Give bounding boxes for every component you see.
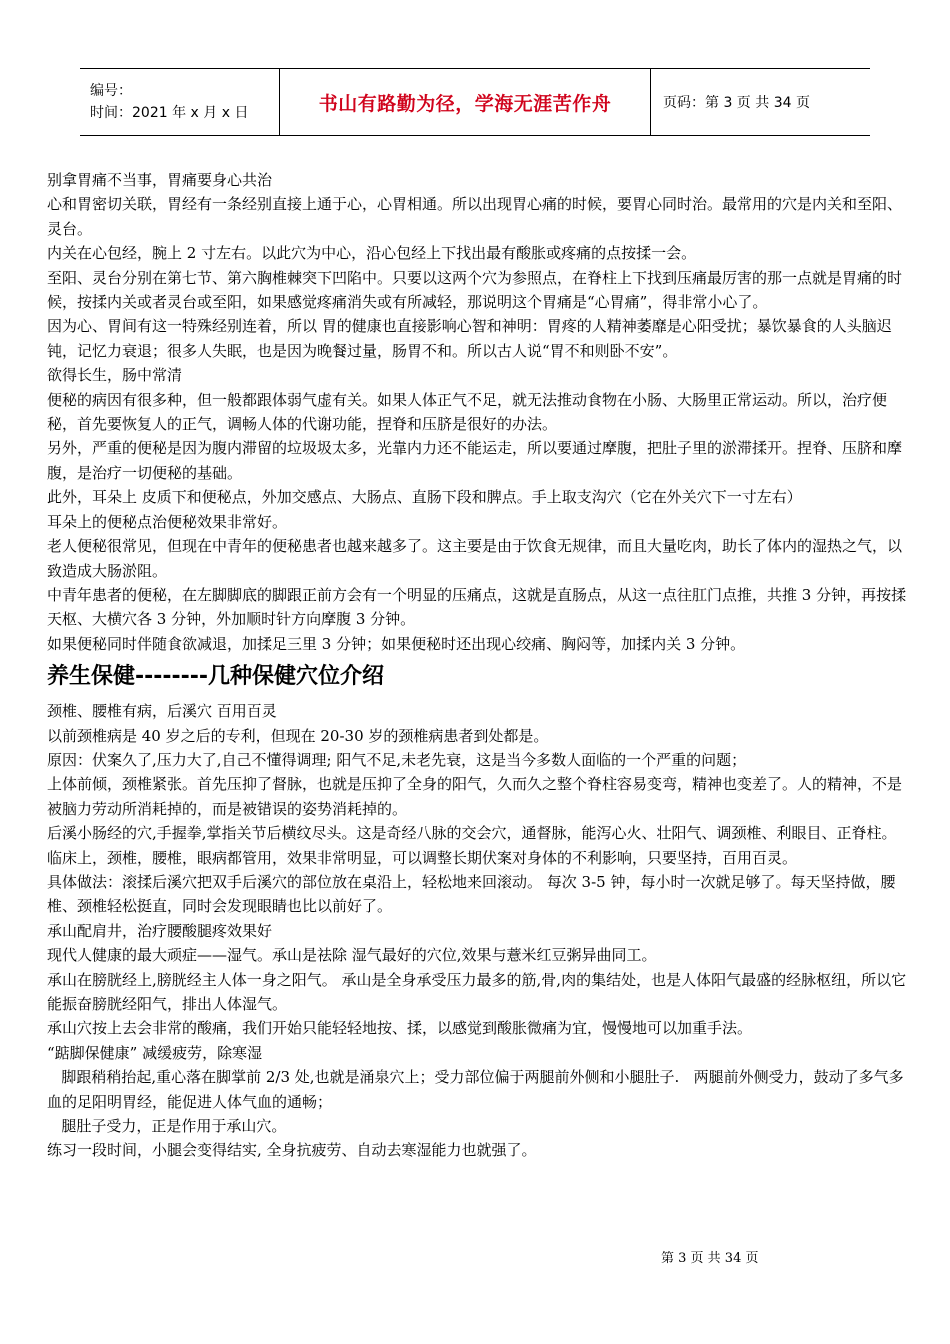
header-page-number: 页码：第 3 页 共 34 页 — [663, 95, 810, 111]
subheading-stomach: 别拿胃痛不当事，胃痛要身心共治 — [47, 171, 273, 189]
paragraph: 老人便秘很常见，但现在中青年的便秘患者也越来越多了。这主要是由于饮食无规律，而且大量吃肉，助长了体内的湿热之气，以致造成大肠淤阻。 — [47, 537, 903, 580]
header-page-cell — [651, 69, 870, 135]
paragraph: 现代人健康的最大顽症——湿气。承山是祛除 湿气最好的穴位,效果与薏米红豆粥异曲同工。 — [47, 946, 657, 965]
paragraph: 具体做法：滚揉后溪穴把双手后溪穴的部位放在桌沿上，轻松地来回滚动。 每次 3-5 钟，每小时一次就足够了。每天坚持做，腰椎、颈椎轻松挺直，同时会发现眼睛也比以前好了。 — [47, 872, 896, 916]
paragraph: 上体前倾，颈椎紧张。首先压抑了督脉，也就是压抑了全身的阳气，久而久之整个脊柱容易变弯，精神也变差了。人的精神，不是被脑力劳动所消耗掉的，而是被错误的姿势消耗掉的。 — [47, 775, 903, 818]
paragraph: 内关在心包经，腕上 2 寸左右。以此穴为中心，沿心包经上下找出最有酸胀或疼痛的点按揉一会。 — [47, 244, 697, 263]
document-body — [47, 168, 909, 1163]
paragraph: 便秘的病因有很多种，但一般都跟体弱气虚有关。如果人体正气不足，就无法推动食物在小肠、大肠里正常运动。所以，治疗便秘，首先要恢复人的正气，调畅人体的代谢功能，捏脊和压脐是很好的办法。 — [47, 390, 888, 434]
header-motto: 书山有路勤为径，学海无涯苦作舟 — [318, 92, 612, 115]
paragraph: 以前颈椎病是 40 岁之后的专利，但现在 20-30 岁的颈椎病患者到处都是。 — [47, 726, 549, 745]
paragraph: 脚跟稍稍抬起,重心落在脚掌前 2/3 处,也就是涌泉穴上；受力部位偏于两腿前外侧和小腿肚子. 两腿前外侧受力，鼓动了多气多血的足阳明胃经，能促进人体气血的通畅； — [47, 1068, 904, 1111]
paragraph: 如果便秘同时伴随食欲减退，加揉足三里 3 分钟；如果便秘时还出现心绞痛、胸闷等，加揉内关 3 分钟。 — [47, 634, 746, 653]
header-motto-cell — [280, 69, 651, 135]
paragraph: 心和胃密切关联，胃经有一条经别直接上通于心，心胃相通。所以出现胃心痛的时候，要胃心同时治。最常用的穴是内关和至阳、灵台。 — [47, 195, 903, 238]
paragraph: 腿肚子受力，正是作用于承山穴。 — [47, 1117, 287, 1136]
paragraph: 后溪小肠经的穴,手握拳,掌指关节后横纹尽头。这是奇经八脉的交会穴，通督脉，能泻心火、壮阳气、调颈椎、利眼目、正脊柱。 临床上，颈椎，腰椎，眼病都管用，效果非常明显，可以调整长期伏案对身体的不利影响，只要坚持，百用百灵。 — [47, 824, 897, 867]
document-date: 时间：2021 年 x 月 x 日 — [90, 105, 249, 121]
paragraph: 练习一段时间，小腿会变得结实, 全身抗疲劳、自动去寒湿能力也就强了。 — [47, 1141, 537, 1160]
paragraph: 承山穴按上去会非常的酸痛，我们开始只能轻轻地按、揉，以感觉到酸胀微痛为宜，慢慢地可以加重手法。 — [47, 1019, 753, 1038]
subheading-intestine: 欲得长生，肠中常清 — [47, 366, 183, 385]
paragraph: 至阳、灵台分别在第七节、第六胸椎棘突下凹陷中。只要以这两个穴为参照点，在脊柱上下找到压痛最厉害的那一点就是胃痛的时候，按揉内关或者灵台或至阳，如果感觉疼痛消失或有所减轻，那说明这个胃痛是“心胃痛”，得非常小心了。 — [47, 268, 903, 312]
paragraph: 此外，耳朵上 皮质下和便秘点，外加交感点、大肠点、直肠下段和脾点。手上取支沟穴（它在外关穴下一寸左右） — [47, 488, 802, 507]
document-number: 编号： — [90, 83, 132, 99]
subheading-chengshan: 承山配肩井，治疗腰酸腿疼效果好 — [47, 921, 273, 940]
paragraph: 耳朵上的便秘点治便秘效果非常好。 — [47, 512, 288, 531]
paragraph: 原因：伏案久了,压力大了,自己不懂得调理; 阳气不足,未老先衰，这是当今多数人面临的一个严重的问题； — [47, 750, 747, 769]
paragraph: 承山在膀胱经上,膀胱经主人体一身之阳气。 承山是全身承受压力最多的筋,骨,肉的集结处，也是人体阳气最盛的经脉枢纽，所以它能振奋膀胱经阳气，排出人体湿气。 — [47, 970, 907, 1013]
section-title: 养生保健--------几种保健穴位介绍 — [47, 664, 385, 690]
header-meta — [80, 69, 280, 135]
page-header — [80, 68, 870, 136]
paragraph: 另外，严重的便秘是因为腹内滞留的垃圾圾太多，光靠内力还不能运走，所以要通过摩腹，把肚子里的淤滞揉开。捏脊、压脐和摩腹，是治疗一切便秘的基础。 — [47, 439, 903, 482]
paragraph: 中青年患者的便秘，在左脚脚底的脚跟正前方会有一个明显的压痛点，这就是直肠点，从这一点往肛门点推，共推 3 分钟，再按揉天枢、大横穴各 3 分钟，外加顺时针方向摩腹 3 分钟。 — [47, 585, 907, 629]
page-footer: 第 3 页 共 34 页 — [661, 1251, 759, 1266]
paragraph: 因为心、胃间有这一特殊经别连着，所以 胃的健康也直接影响心智和神明：胃疼的人精神萎靡是心阳受扰；暴饮暴食的人头脑迟钝，记忆力衰退；很多人失眠，也是因为晚餐过量，肠胃不和。所以古人说“胃不和则卧不安”。 — [47, 317, 892, 360]
subheading-tiptoe: “踮脚保健康” 减缓疲劳，除寒湿 — [47, 1043, 263, 1062]
subheading-neck: 颈椎、腰椎有病，后溪穴 百用百灵 — [47, 702, 277, 721]
